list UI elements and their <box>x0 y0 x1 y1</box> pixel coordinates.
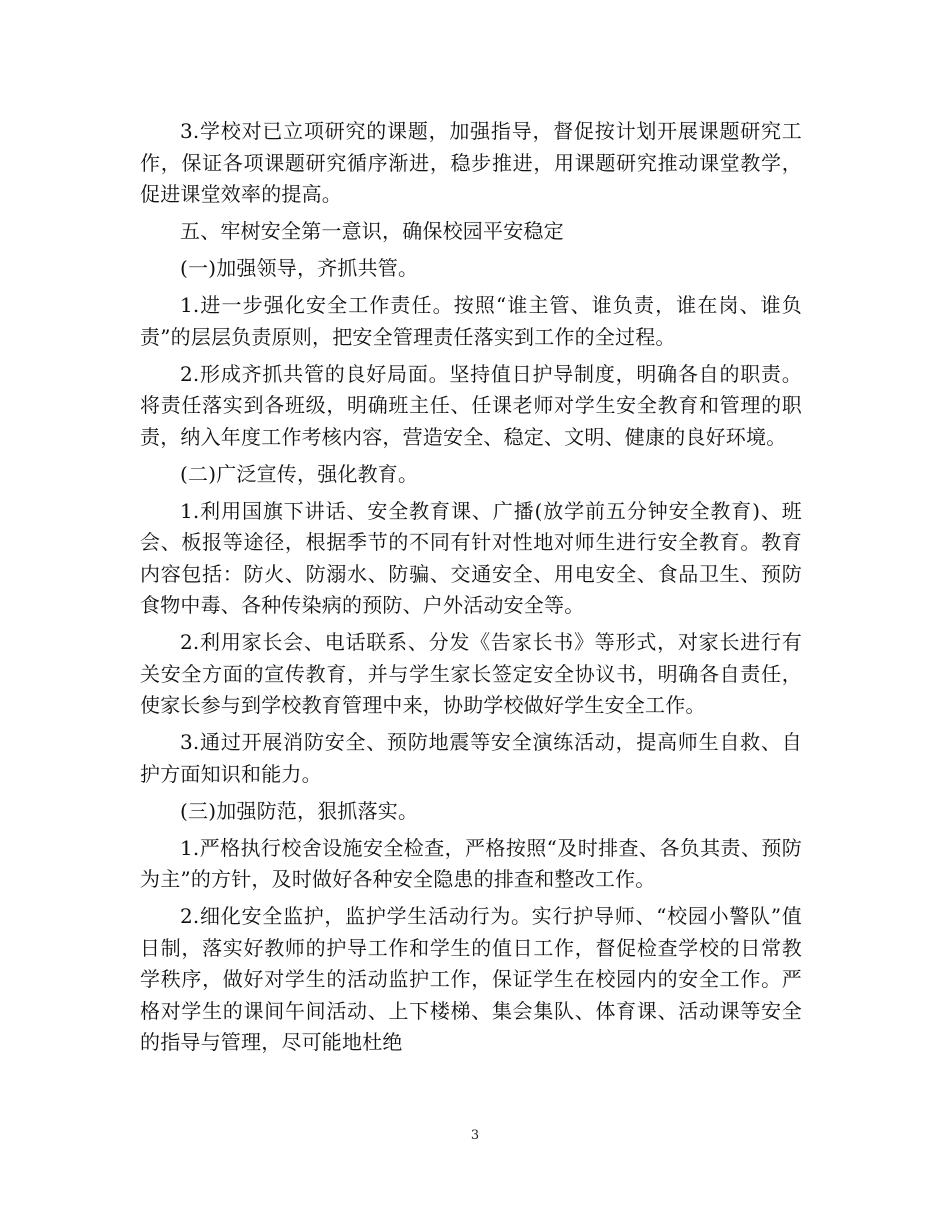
paragraph-safety-responsibility: 1.进一步强化安全工作责任。按照“谁主管、谁负责，谁在岗、谁负责”的层层负责原则，把安全管理责任落实到工作的全过程。 <box>140 293 802 349</box>
paragraph-supervision: 2.细化安全监护，监护学生活动行为。实行护导师、“校园小警队”值日制，落实好教师的护导工作和学生的值日工作，督促检查学校的日常教学秩序，做好对学生的活动监护工作，保证学生在校园内的安全工作。严格对学生的课间午间活动、上下楼梯、集会集队、体育课、活动课等安全的指导与管理，尽可能地杜绝 <box>140 904 802 1054</box>
section-heading-safety: 五、牢树安全第一意识，确保校园平安稳定 <box>180 219 564 243</box>
document-body <box>140 116 802 1064</box>
subheading-prevention: (三)加强防范，狠抓落实。 <box>180 798 419 823</box>
paragraph-safety-education: 1.利用国旗下讲话、安全教育课、广播(放学前五分钟安全教育)、班会、板报等途径，根据季节的不同有针对性地对师生进行安全教育。教育内容包括：防火、防溺水、防骗、交通安全、用电安全、食品卫生、预防食物中毒、各种传染病的预防、户外活动安全等。 <box>140 498 802 617</box>
paragraph-research-guidance: 3.学校对已立项研究的课题，加强指导，督促按计划开展课题研究工作，保证各项课题研究循序渐进，稳步推进，用课题研究推动课堂教学，促进课堂效率的提高。 <box>140 119 802 206</box>
page-number: 3 <box>470 1128 480 1143</box>
subheading-publicity: (二)广泛宣传，强化教育。 <box>180 461 419 486</box>
subheading-leadership: (一)加强领导，齐抓共管。 <box>180 256 419 280</box>
paragraph-joint-management: 2.形成齐抓共管的良好局面。坚持值日护导制度，明确各自的职责。将责任落实到各班级，明确班主任、任课老师对学生安全教育和管理的职责，纳入年度工作考核内容，营造安全、稳定、文明、健康的良好环境。 <box>140 361 802 449</box>
paragraph-facility-inspection: 1.严格执行校舍设施安全检查，严格按照“及时排查、各负其责、预防为主”的方针，及时做好各种安全隐患的排查和整改工作。 <box>140 835 802 891</box>
paragraph-drills: 3.通过开展消防安全、预防地震等安全演练活动，提高师生自救、自护方面知识和能力。 <box>140 730 802 786</box>
paragraph-parent-communication: 2.利用家长会、电话联系、分发《告家长书》等形式，对家长进行有关安全方面的宣传教育，并与学生家长签定安全协议书，明确各自责任，使家长参与到学校教育管理中来，协助学校做好学生安全工作。 <box>140 630 802 717</box>
